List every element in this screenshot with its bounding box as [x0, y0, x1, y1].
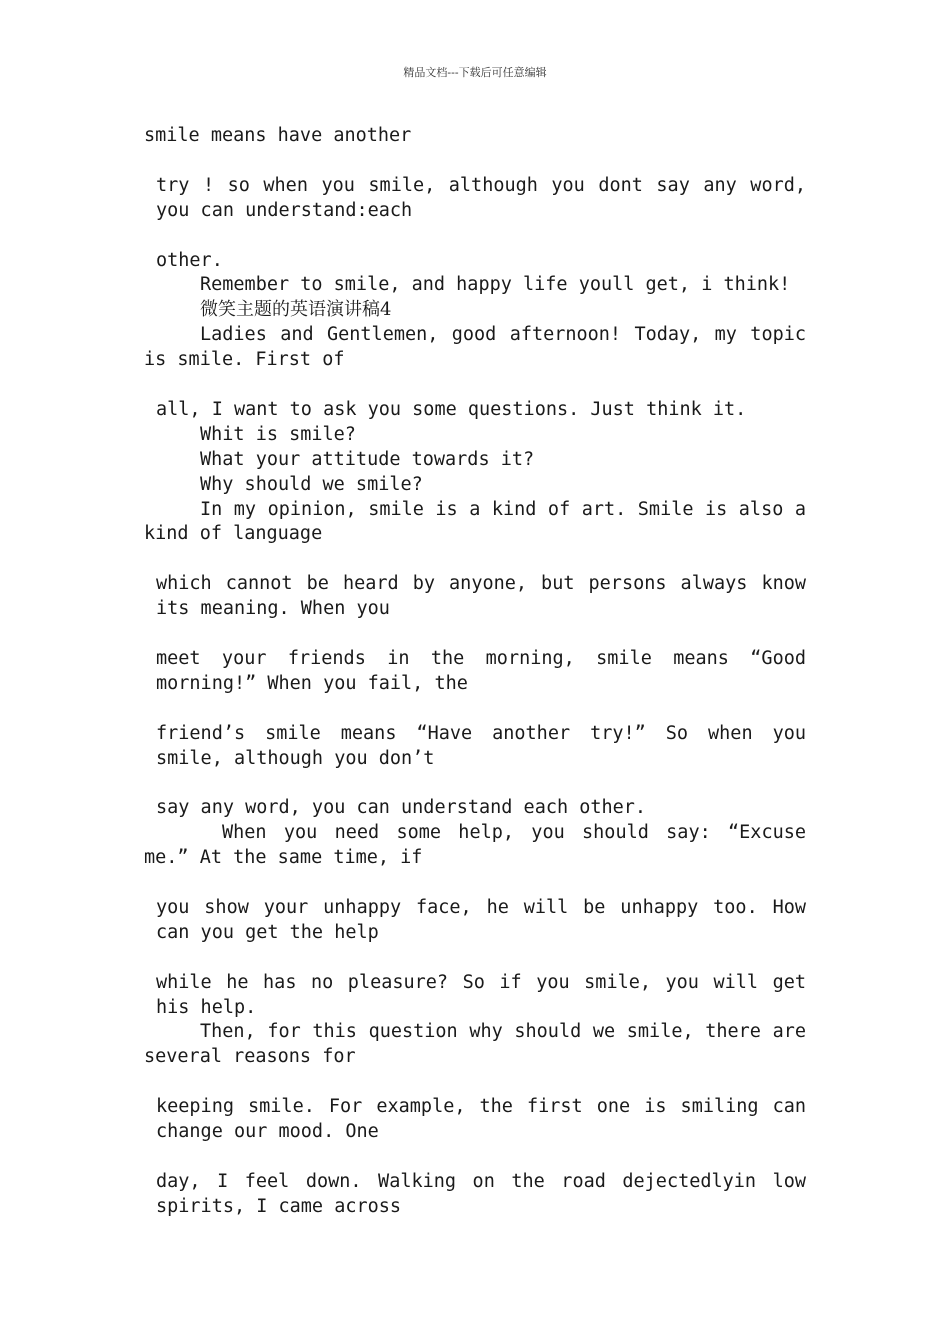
blank-line: [144, 697, 806, 722]
text-line: friend’s smile means “Have another try!” So when you smile, although you don’t: [156, 722, 806, 769]
blank-line: [144, 1070, 806, 1095]
section-heading: 微笑主题的英语演讲稿4: [200, 299, 392, 321]
text-line: say any word, you can understand each other.: [156, 797, 647, 819]
text-line: Whit is smile?: [200, 423, 356, 445]
text-line: meet your friends in the morning, smile means “Good morning!” When you fail, the: [156, 647, 806, 694]
blank-line: [144, 547, 806, 572]
text-line: In my opinion, smile is a kind of art. Smile is also a kind of language: [144, 498, 806, 545]
text-line: keeping smile. For example, the first one is smiling can change our mood. One: [156, 1096, 806, 1143]
text-line: which cannot be heard by anyone, but persons always know its meaning. When you: [156, 573, 806, 620]
blank-line: [144, 149, 806, 174]
text-line: What your attitude towards it?: [200, 448, 535, 470]
text-line: other.: [156, 249, 223, 271]
text-line: When you need some help, you should say: “Excuse me.” At the same time, if: [144, 822, 806, 869]
document-body: [144, 124, 806, 1220]
text-line: Then, for this question why should we smile, there are several reasons for: [144, 1021, 806, 1068]
text-line: you show your unhappy face, he will be unhappy too. How can you get the help: [156, 896, 806, 943]
text-line: day, I feel down. Walking on the road dejectedlyin low spirits, I came across: [156, 1170, 806, 1217]
blank-line: [144, 871, 806, 896]
text-line: smile means have another: [144, 125, 412, 146]
text-line: Why should we smile?: [200, 473, 423, 495]
page-header: 精品文档---下载后可任意编辑: [403, 66, 547, 79]
text-line: try ! so when you smile, although you dont say any word, you can understand:each: [156, 174, 806, 221]
text-line: while he has no pleasure? So if you smile, you will get his help.: [156, 971, 806, 1018]
blank-line: [144, 771, 806, 796]
blank-line: [144, 373, 806, 398]
blank-line: [144, 1145, 806, 1170]
blank-line: [144, 946, 806, 971]
blank-line: [144, 224, 806, 249]
text-line: all, I want to ask you some questions. Just think it.: [156, 398, 747, 420]
blank-line: [144, 622, 806, 647]
text-line: Remember to smile, and happy life youll get, i think!: [200, 274, 791, 296]
text-line: Ladies and Gentlemen, good afternoon! Today, my topic is smile. First of: [144, 324, 806, 371]
